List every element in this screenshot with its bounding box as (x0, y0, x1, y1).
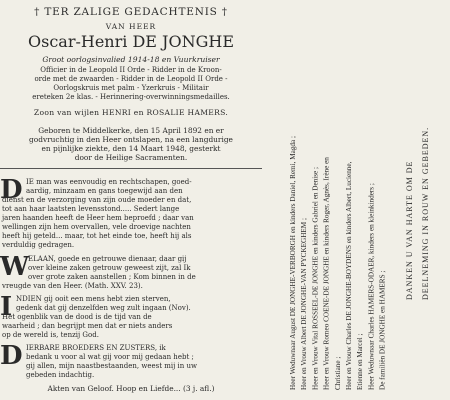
parents-line: Zoon van wijlen HENRI en ROSALIE HAMERS. (33, 108, 229, 117)
paragraph-line: gebeden indachtig. (26, 371, 95, 379)
deceased-name: Oscar-Henri DE JONGHE (28, 32, 234, 51)
paragraph-line: jaren haanden heeft de Heer hem beproefd ; daar van (2, 214, 194, 222)
paragraph-line: op de wereld is, tenzij God. (2, 331, 99, 339)
drop-cap: W (0, 252, 30, 282)
paragraph-line: IE man was eenvoudig en rechtschapen, goed- (26, 178, 192, 186)
header-title: † TER ZALIGE GEDACHTENIS † (34, 6, 228, 18)
paragraph-line: IERBARE BROEDERS EN ZUSTERS, ik (26, 344, 166, 352)
honor-line: ereteken 2e klas. - Herinnering-overwinningsmedailles. (32, 93, 230, 101)
paragraph-line: Het ogenblik van de dood is de tijd van de (2, 313, 152, 321)
bio-line: Geboren te Middelkerke, den 15 April 1892 en er (38, 126, 224, 135)
paragraph-line: over kleine zaken getrouw geweest zijt, zal Ik (28, 264, 191, 272)
header-subtitle: VAN HEER (105, 22, 157, 31)
paragraph-line: waarheid ; dan begrijpt men dat er niets anders (2, 322, 173, 330)
thanks-line: DEELNEMING IN ROUW EN GEBEDEN. (421, 126, 430, 300)
paragraph-line: vreugde van den Heer. (Math. XXV. 23). (2, 282, 143, 290)
bio-line: godvruchtig in den Heer ontslapen, na een langdurige (29, 135, 233, 144)
paragraph-line: verduldig gedragen. (2, 241, 75, 249)
family-line: Heer Weduwnaar August DE JONGHE-VERBORGH en kinders Daniel, Remi, Magda ; (289, 136, 297, 390)
family-line: Heer en Vrouw Charles DE JONGHE-BOYDENS en kinders Albert, Lucienne, (345, 161, 354, 390)
drop-cap: D (0, 341, 23, 371)
family-line: Heer en Vrouw Albert DE JONGHE-VAN PYCKEGHEM ; (300, 218, 309, 390)
paragraph-line: dienst en de verzorging van zijn oude moeder en dat, (2, 196, 192, 204)
paragraph-line: heeft hij geteld... maar, tot het einde toe, heeft hij als (2, 232, 192, 240)
veteran-title: Groot oorlogsinvalied 1914-18 en Vuurkruiser (42, 55, 220, 64)
paragraph-line: aardig, minzaam en gans toegewijd aan den (26, 187, 183, 195)
family-line: Heer en Vrouw Vital ROSSEEL-DE JONGHE en kinders Gabriel en Denise ; (311, 166, 320, 390)
thanks-note (402, 40, 434, 300)
paragraph-line: wellingen zijn hem overvallen, vele droevige nachten (2, 223, 191, 231)
honor-line: Oorlogskruis met palm - Yzerkruis - Militair (53, 84, 209, 92)
drop-cap: I (0, 292, 13, 322)
closing-prayer: Akten van Geloof. Hoop en Liefde... (3 j. afl.) (47, 384, 215, 393)
family-line: Etienne en Marcel ; (356, 333, 365, 390)
bio-line: door de Heilige Sacramenten. (74, 153, 188, 162)
paragraph-line: over grote zaken aanstellen ; Kom binnen in de (28, 273, 196, 281)
paragraph-line: ELAAN, goede en getrouwe dienaar, daar gij (28, 255, 187, 263)
paragraph-line: tot aan haar laatsten levensstond..... Sedert lange (2, 205, 180, 213)
paragraph-line: NDIEN gij ooit een mens hebt zien sterven, (16, 295, 171, 303)
paragraph-line: gij allen, mijn naastbestaanden, weest mij in uw (26, 362, 198, 370)
family-line: De familiën DE JONGHE en HAMERS ; (378, 270, 387, 390)
family-line: Heer Weduwnaar Charles HAMERS-ODAER, kinders en kleinkinders ; (367, 183, 376, 390)
family-list (288, 10, 389, 390)
family-line: Christiane ; (333, 356, 342, 390)
family-line: Heer en Vrouw Romeo COENE-DE JONGHE en kinders Roger, Agnès, Irène en (322, 157, 331, 390)
paragraph-line: gedenk dat gij denzelfden weg zult ingaan (Nov). (16, 304, 191, 312)
honor-line: orde met de zwaarden - Ridder in de Leopold II Orde - (34, 75, 228, 83)
honor-line: Officier in de Leopold II Orde - Ridder in de Kroon- (40, 66, 222, 74)
paragraph-line: bedank u voor al wat gij voor mij gedaan hebt ; (26, 353, 194, 361)
bio-line: en pijnlijke ziekte, den 14 Maart 1948, gesterkt (41, 144, 221, 153)
drop-cap: D (0, 175, 23, 205)
divider (0, 168, 262, 169)
thanks-line: DANKEN U VAN HARTE OM DE (405, 160, 414, 300)
